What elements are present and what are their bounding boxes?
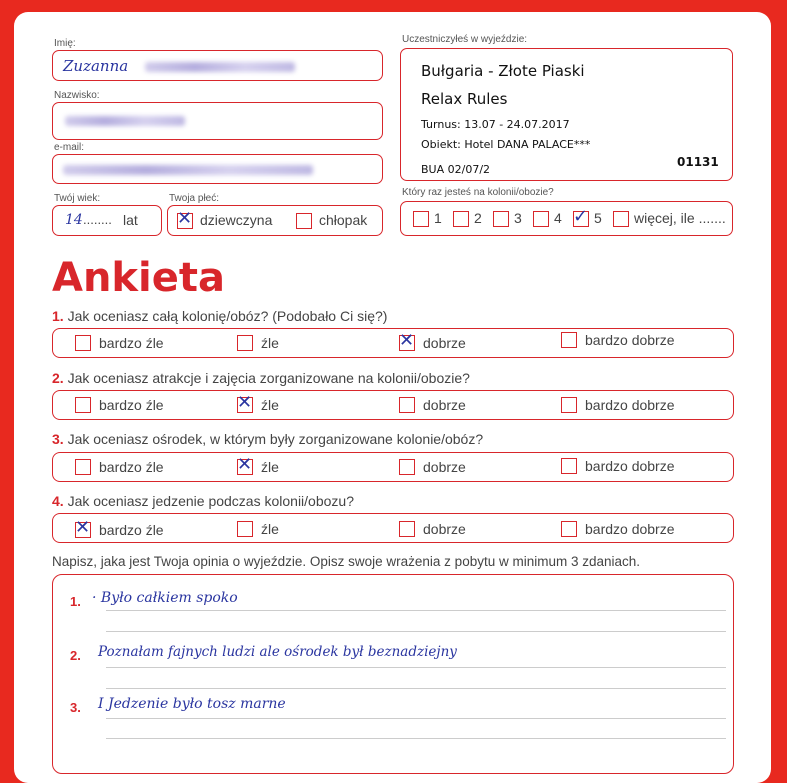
trip-destination: Bułgaria - Złote Piaski — [421, 62, 585, 80]
times-label: Który raz jesteś na kolonii/obozie? — [402, 187, 554, 198]
q1-dobrze-checkbox[interactable] — [399, 330, 415, 351]
q3-bardzo-zle-checkbox[interactable] — [75, 459, 91, 475]
age-field[interactable] — [52, 205, 162, 236]
times-more-checkbox[interactable] — [613, 211, 629, 227]
question-4: 4. Jak oceniasz jedzenie podczas kolonii/obozu? — [52, 493, 354, 509]
option-label: źle — [261, 521, 279, 537]
x-mark-icon: ✕ — [177, 208, 193, 229]
name-field[interactable] — [52, 50, 383, 81]
q4-zle-checkbox[interactable] — [237, 521, 253, 537]
q4-bardzo-dobrze-checkbox[interactable] — [561, 521, 577, 537]
times-2-label: 2 — [474, 210, 482, 226]
x-mark-icon: ✕ — [75, 517, 91, 538]
trip-program: Relax Rules — [421, 90, 508, 108]
option-label: bardzo dobrze — [585, 332, 675, 348]
q2-zle-checkbox[interactable] — [237, 392, 253, 413]
option-label: dobrze — [423, 521, 466, 537]
line-divider — [106, 667, 726, 668]
option-label: dobrze — [423, 397, 466, 413]
name-value: Zuzanna — [63, 57, 129, 75]
option-label: źle — [261, 397, 279, 413]
question-3-options — [52, 452, 734, 482]
gender-label: Twoja płeć: — [169, 193, 220, 204]
email-field[interactable] — [52, 154, 383, 184]
line-divider — [106, 738, 726, 739]
email-label: e-mail: — [54, 142, 85, 153]
times-more-label: więcej, ile ....... — [634, 210, 726, 226]
answer-3-text: I Jedzenie było tosz marne — [98, 696, 286, 712]
redacted-email — [63, 165, 313, 175]
redacted-surname-scribble — [145, 62, 295, 72]
option-label: bardzo źle — [99, 335, 164, 351]
name-label: Imię: — [54, 38, 76, 49]
gender-female-label: dziewczyna — [200, 212, 273, 228]
q3-dobrze-checkbox[interactable] — [399, 459, 415, 475]
times-1-checkbox[interactable] — [413, 211, 429, 227]
option-label: bardzo źle — [99, 522, 164, 538]
option-label: dobrze — [423, 459, 466, 475]
q1-bardzo-dobrze-checkbox[interactable] — [561, 332, 577, 348]
answer-3-number: 3. — [70, 700, 81, 715]
age-label: Twój wiek: — [54, 193, 101, 204]
question-2: 2. Jak oceniasz atrakcje i zajęcia zorganizowane na kolonii/obozie? — [52, 370, 470, 386]
survey-sheet — [14, 12, 771, 783]
q3-bardzo-dobrze-checkbox[interactable] — [561, 458, 577, 474]
surname-label: Nazwisko: — [54, 90, 100, 101]
q2-dobrze-checkbox[interactable] — [399, 397, 415, 413]
question-3: 3. Jak oceniasz ośrodek, w którym były zorganizowane kolonie/obóz? — [52, 431, 484, 447]
times-3-checkbox[interactable] — [493, 211, 509, 227]
answer-1-number: 1. — [70, 594, 81, 609]
opinion-prompt: Napisz, jaka jest Twoja opinia o wyjeździe. Opisz swoje wrażenia z pobytu w minimum 3 zdaniach. — [52, 554, 641, 569]
question-1-options — [52, 328, 734, 358]
line-divider — [106, 631, 726, 632]
times-4-checkbox[interactable] — [533, 211, 549, 227]
question-1: 1. Jak oceniasz całą kolonię/obóz? (Podobało Ci się?) — [52, 308, 388, 324]
answer-1-text: · Było całkiem spoko — [92, 590, 238, 606]
option-label: źle — [261, 335, 279, 351]
q1-bardzo-zle-checkbox[interactable] — [75, 335, 91, 351]
times-3-label: 3 — [514, 210, 522, 226]
x-mark-icon: ✕ — [237, 392, 253, 413]
option-label: bardzo dobrze — [585, 521, 675, 537]
option-label: źle — [261, 459, 279, 475]
answer-2-text: Poznałam fajnych ludzi ale ośrodek był beznadziejny — [98, 644, 457, 660]
gender-female-checkbox[interactable] — [177, 208, 193, 229]
times-4-label: 4 — [554, 210, 562, 226]
trip-hotel: Obiekt: Hotel DANA PALACE*** — [421, 138, 591, 151]
surname-field[interactable] — [52, 102, 383, 140]
gender-field — [167, 205, 383, 236]
option-label: bardzo dobrze — [585, 458, 675, 474]
age-value: 14 — [65, 212, 83, 228]
q2-bardzo-zle-checkbox[interactable] — [75, 397, 91, 413]
x-mark-icon: ✕ — [237, 454, 253, 475]
trip-number: 01131 — [677, 155, 719, 169]
trip-code: BUA 02/07/2 — [421, 163, 491, 176]
check-mark-icon: ✓ — [573, 206, 589, 227]
q4-bardzo-zle-checkbox[interactable] — [75, 517, 91, 538]
line-divider — [106, 610, 726, 611]
times-1-label: 1 — [434, 210, 442, 226]
q3-zle-checkbox[interactable] — [237, 454, 253, 475]
line-divider — [106, 688, 726, 689]
option-label: bardzo dobrze — [585, 397, 675, 413]
survey-title: Ankieta — [52, 255, 225, 301]
age-unit: lat — [123, 212, 138, 228]
q1-zle-checkbox[interactable] — [237, 335, 253, 351]
option-label: bardzo źle — [99, 459, 164, 475]
x-mark-icon: ✕ — [399, 330, 415, 351]
times-5-label: 5 — [594, 210, 602, 226]
option-label: dobrze — [423, 335, 466, 351]
gender-male-label: chłopak — [319, 212, 368, 228]
participant-label: Uczestniczyłeś w wyjeździe: — [402, 34, 528, 45]
q4-dobrze-checkbox[interactable] — [399, 521, 415, 537]
q2-bardzo-dobrze-checkbox[interactable] — [561, 397, 577, 413]
trip-info-box — [400, 48, 733, 181]
times-5-checkbox[interactable] — [573, 206, 589, 227]
age-dots: ........ — [83, 212, 112, 227]
option-label: bardzo źle — [99, 397, 164, 413]
trip-turnus: Turnus: 13.07 - 24.07.2017 — [421, 118, 570, 131]
redacted-surname — [65, 116, 185, 126]
line-divider — [106, 718, 726, 719]
question-2-options — [52, 390, 734, 420]
times-field — [400, 201, 733, 236]
answer-2-number: 2. — [70, 648, 81, 663]
times-2-checkbox[interactable] — [453, 211, 469, 227]
question-4-options — [52, 513, 734, 543]
gender-male-checkbox[interactable] — [296, 213, 312, 229]
